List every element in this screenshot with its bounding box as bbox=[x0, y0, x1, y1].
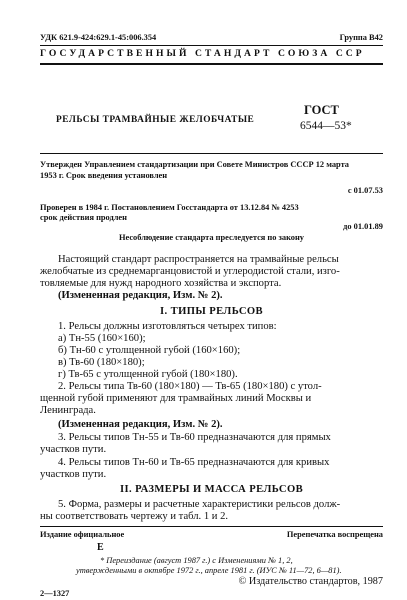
expiry-date: до 01.01.89 bbox=[343, 222, 383, 231]
title-rule bbox=[40, 153, 383, 154]
header-rule-top bbox=[40, 45, 383, 46]
effective-date: с 01.07.53 bbox=[347, 186, 383, 195]
approval-line-4: срок действия продлен bbox=[40, 213, 127, 222]
gost-label: ГОСТ bbox=[304, 103, 339, 117]
approval-line-3: Проверен в 1984 г. Постановлением Госстандарта от 13.12.84 № 4253 bbox=[40, 203, 299, 212]
approval-line-2: 1953 г. Срок введения установлен bbox=[40, 171, 168, 180]
rail-type-d: г) Тв-65 с утолщенной губой (180×180). bbox=[58, 369, 238, 380]
section-1-heading: I. ТИПЫ РЕЛЬСОВ bbox=[159, 306, 263, 317]
rail-type-a: а) Тн-55 (160×160); bbox=[58, 333, 146, 344]
item-3-line-2: участков пути. bbox=[40, 444, 107, 455]
item-2-line-2: щенной губой применяют для трамвайных линий Москвы и bbox=[40, 393, 312, 404]
footer-rule bbox=[40, 526, 383, 527]
item-4-line-1: 4. Рельсы типов Тн-60 и Тв-65 предназначаются для кривых bbox=[58, 457, 330, 468]
intro-line-2: желобчатые из среднемарганцовистой и углеродистой стали, изго- bbox=[40, 266, 340, 277]
standard-banner: ГОСУДАРСТВЕННЫЙ СТАНДАРТ СОЮЗА ССР bbox=[40, 48, 365, 59]
rail-type-c: в) Тв-60 (180×180); bbox=[58, 357, 145, 368]
intro-line-3: товляемые для нужд народного хозяйства и экспорта. bbox=[40, 278, 282, 289]
header-rule-bottom bbox=[40, 63, 383, 65]
intro-edition-note: (Измененная редакция, Изм. № 2). bbox=[58, 290, 223, 301]
item-5-line-2: ны соответствовать чертежу и табл. 1 и 2. bbox=[40, 511, 229, 522]
intro-line-1: Настоящий стандарт распространяется на трамвайные рельсы bbox=[58, 254, 339, 265]
document-title: РЕЛЬСЫ ТРАМВАЙНЫЕ ЖЕЛОБЧАТЫЕ bbox=[56, 115, 255, 125]
rail-type-b: б) Тн-60 с утолщенной губой (160×160); bbox=[58, 345, 241, 356]
edition-letter: E bbox=[97, 542, 104, 553]
reprint-prohibited-label: Перепечатка воспрещена bbox=[286, 530, 383, 539]
group-code: Группа В42 bbox=[339, 33, 383, 42]
approval-line-1: Утвержден Управлением стандартизации при Совете Министров СССР 12 марта bbox=[40, 160, 349, 169]
reissue-note-line-2: утвержденными в октябре 1972 г., апреле 1981 г. (ИУС № 11—72, 6—81). bbox=[76, 566, 342, 575]
item-2-line-1: 2. Рельсы типа Тв-60 (180×180) — Тв-65 (180×180) с утол- bbox=[58, 381, 322, 392]
udk-code: УДК 621.9-424:629.1-45:006.354 bbox=[40, 33, 157, 42]
copyright-notice: © Издательство стандартов, 1987 bbox=[238, 576, 383, 587]
section-1-edition-note: (Измененная редакция, Изм. № 2). bbox=[58, 419, 223, 430]
item-2-line-3: Ленинграда. bbox=[40, 405, 96, 416]
official-edition-label: Издание официальное bbox=[40, 530, 125, 539]
item-1-text: 1. Рельсы должны изготовляться четырех типов: bbox=[58, 321, 277, 332]
item-5-line-1: 5. Форма, размеры и расчетные характеристики рельсов долж- bbox=[58, 499, 341, 510]
print-code: 2—1327 bbox=[40, 589, 70, 598]
section-2-heading: II. РАЗМЕРЫ И МАССА РЕЛЬСОВ bbox=[119, 484, 304, 495]
reissue-note-line-1: * Переиздание (август 1987 г.) с Изменениями № 1, 2, bbox=[100, 556, 293, 565]
item-3-line-1: 3. Рельсы типов Тн-55 и Тв-60 предназначаются для прямых bbox=[58, 432, 331, 443]
gost-number: 6544—53* bbox=[300, 120, 352, 132]
item-4-line-2: участков пути. bbox=[40, 469, 107, 480]
law-notice: Несоблюдение стандарта преследуется по закону bbox=[118, 233, 304, 242]
